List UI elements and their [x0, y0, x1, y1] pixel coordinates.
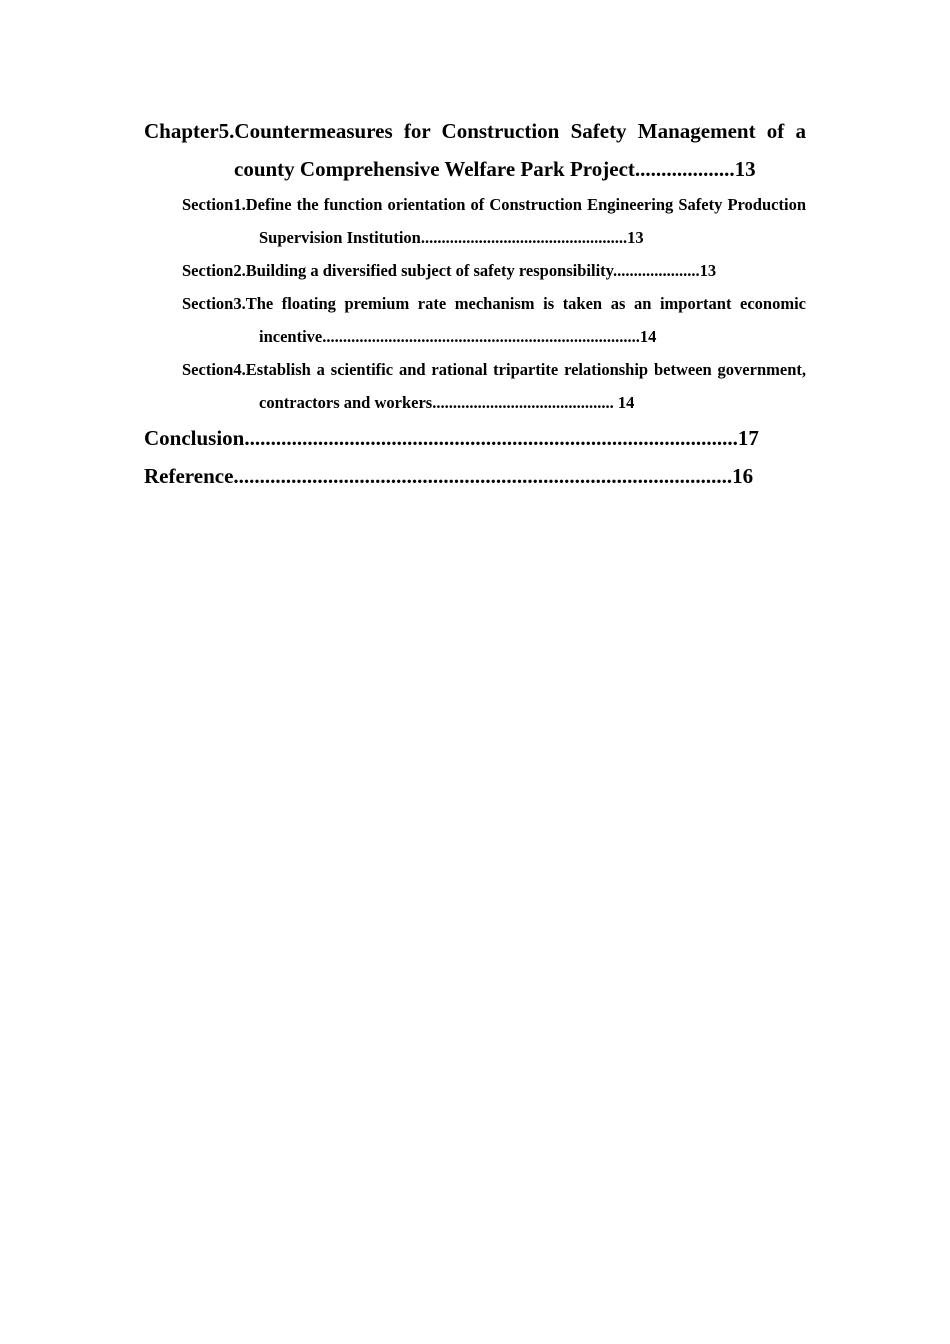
- toc-leader-dots: ............................................: [432, 393, 618, 412]
- toc-page-number: 14: [639, 327, 657, 346]
- toc-entry-section4[interactable]: [182, 353, 806, 419]
- toc-leader-dots: ..................................................: [420, 228, 628, 247]
- toc-page-number: 14: [617, 393, 635, 412]
- toc-entry-label: Conclusion: [144, 426, 245, 450]
- toc-page-number: 16: [732, 464, 754, 488]
- toc-entry-section3[interactable]: [182, 287, 806, 353]
- toc-entry-chapter5[interactable]: [144, 112, 806, 188]
- toc-entry-label: Reference: [144, 464, 234, 488]
- toc-leader-dots: ...............................................................................................: [233, 464, 733, 488]
- toc-page-number: 13: [734, 157, 756, 181]
- toc-entry-section2[interactable]: [182, 254, 806, 287]
- toc-leader-dots: .............................................................................: [322, 327, 640, 346]
- toc-leader-dots: .....................: [613, 261, 700, 280]
- toc-entry-reference[interactable]: [144, 457, 806, 495]
- toc-page-number: 13: [699, 261, 717, 280]
- toc-page-number: 13: [627, 228, 644, 247]
- toc-leader-dots: ...................: [634, 157, 735, 181]
- toc-entry-label: Section1.Define the function orientation of Construction Engineering Safety Production Supervision Institution: [182, 195, 806, 247]
- toc-leader-dots: ..............................................................................................: [244, 426, 738, 450]
- toc-entry-conclusion[interactable]: [144, 419, 806, 457]
- toc-entry-label: Chapter5.Countermeasures for Construction Safety Management of a county Comprehensive Welfare Park Project: [144, 119, 806, 181]
- toc-entry-label: Section4.Establish a scientific and rational tripartite relationship between government, contractors and workers: [182, 360, 806, 412]
- toc-page-number: 17: [737, 426, 759, 450]
- toc-entry-section1[interactable]: [182, 188, 806, 254]
- table-of-contents: [144, 112, 806, 495]
- toc-entry-label: Section2.Building a diversified subject of safety responsibility: [182, 261, 614, 280]
- toc-entry-label: Section3.The floating premium rate mechanism is taken as an important economic incentive: [182, 294, 806, 346]
